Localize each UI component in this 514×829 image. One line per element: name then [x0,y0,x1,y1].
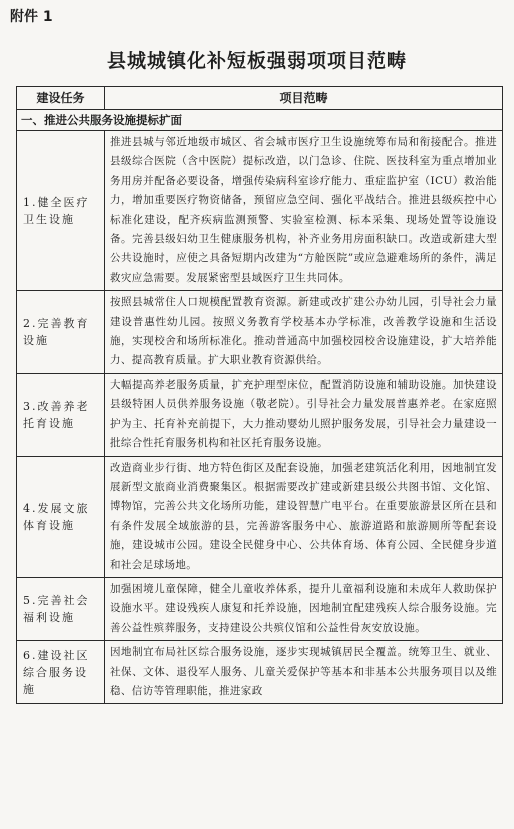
scope-cell: 改造商业步行街、地方特色街区及配套设施，加强老建筑活化利用，因地制宜发展新型文旅商业消费聚集区。根据需要改扩建或新建县级公共图书馆、文化馆、博物馆，完善公共文化场所功能，建设智慧广电平台。在重要旅游景区所在县和有条件发展全域旅游的县，完善游客服务中心、旅游道路和旅游厕所等配套设施，建设城市公园。建设全民健身中心、公共体育场、体育公园、全民健身步道和社会足球场地。 [105,456,503,577]
section-row [17,110,503,131]
table-row [17,291,503,374]
task-cell: 6.建设社区综合服务设施 [17,641,105,704]
document-title: 县城城镇化补短板强弱项项目范畴 [106,50,407,72]
scope-cell: 因地制宜布局社区综合服务设施，逐步实现城镇居民全覆盖。统筹卫生、就业、社保、文体、退役军人服务、儿童关爱保护等基本和非基本公共服务项目以及维稳、信访等管理职能，推进家政 [105,641,503,704]
task-cell: 4.发展文旅体育设施 [17,456,105,577]
section-title: 一、推进公共服务设施提标扩面 [17,110,503,131]
header-task: 建设任务 [17,87,105,110]
scope-cell: 加强困境儿童保障，健全儿童收养体系，提升儿童福利设施和未成年人救助保护设施水平。建设残疾人康复和托养设施，因地制宜配建残疾人综合服务设施。完善公益性殡葬服务，支持建设公共殡仪馆和公益性骨灰安放设施。 [105,577,503,640]
table-row [17,577,503,640]
scope-cell: 推进县城与邻近地级市城区、省会城市医疗卫生设施统筹布局和衔接配合。推进县级综合医院（含中医院）提标改造，以门急诊、住院、医技科室为重点增加业务用房并配备必要设备，增强传染病科室诊疗能力、重症监护室（ICU）救治能力，增加重要医疗物资储备，预留应急空间、强化平战结合。推进县级疾控中心标准化建设，配齐疾病监测预警、实验室检测、标本采集、现场处置等设施设备。完善县级妇幼卫生健康服务机构，补齐业务用房面积缺口。改造或新建大型公共设施时，应使之具备短期内改建为“方舱医院”或应急避难场所的条件，满足救灾应急需要。发展紧密型县域医疗卫生共同体。 [105,131,503,291]
task-cell: 3.改善养老托育设施 [17,373,105,456]
project-scope-table [16,86,503,704]
header-scope: 项目范畴 [105,87,503,110]
attachment-label: 附件 1 [10,9,53,25]
task-cell: 1.健全医疗卫生设施 [17,131,105,291]
table-header-row [17,87,503,110]
task-cell: 2.完善教育设施 [17,291,105,374]
table-row [17,373,503,456]
scope-cell: 大幅提高养老服务质量，扩充护理型床位，配置消防设施和辅助设施。加快建设县级特困人员供养服务设施（敬老院）。引导社会力量发展普惠养老。在家庭照护为主、托育补充前提下，大力推动婴幼儿照护服务发展，引导社会力量建设一批综合性托育服务机构和社区托育服务设施。 [105,373,503,456]
task-cell: 5.完善社会福利设施 [17,577,105,640]
table-row [17,641,503,704]
table-row [17,456,503,577]
scope-cell: 按照县城常住人口规模配置教育资源。新建或改扩建公办幼儿园，引导社会力量建设普惠性幼儿园。按照义务教育学校基本办学标准，改善教学设施和生活设施，实现校舍和场所标准化。推动普通高中加强校园校舍设施建设，扩大培养能力、提高教育质量。扩大职业教育资源供给。 [105,291,503,374]
table-row [17,131,503,291]
